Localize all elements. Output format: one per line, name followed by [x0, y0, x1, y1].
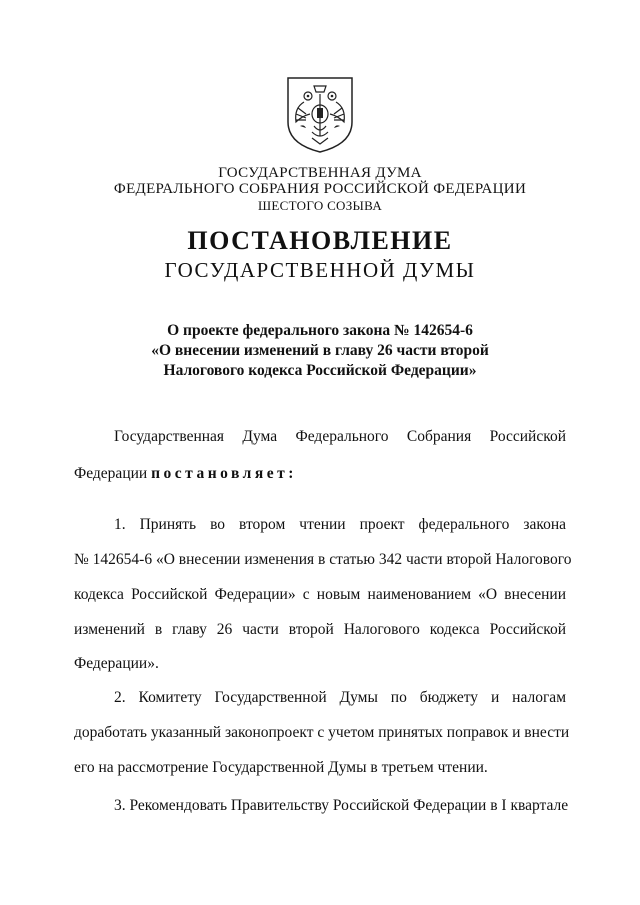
header-convocation: ШЕСТОГО СОЗЫВА — [257, 198, 383, 213]
document-subtitle: ГОСУДАРСТВЕННОЙ ДУМЫ — [164, 258, 476, 282]
point-1-line-3: кодекса Российской Федерации» с новым наименованием «О внесении — [74, 586, 566, 603]
preamble-resolves: постановляет: — [151, 465, 297, 482]
header-federal-assembly: ФЕДЕРАЛЬНОГО СОБРАНИЯ РОССИЙСКОЙ ФЕДЕРАЦИИ — [113, 181, 527, 197]
point-1-line-5: Федерации». — [74, 655, 159, 672]
header-duma: ГОСУДАРСТВЕННАЯ ДУМА — [218, 165, 422, 181]
document-title: ПОСТАНОВЛЕНИЕ — [187, 226, 453, 255]
point-2-line-1: 2. Комитету Государственной Думы по бюджету и налогам — [114, 689, 566, 706]
point-3-line-1: 3. Рекомендовать Правительству Российской Федерации в I квартале — [114, 797, 569, 814]
point-1-line-1: 1. Принять во втором чтении проект федерального закона — [114, 516, 566, 533]
preamble-line-2 — [74, 465, 566, 483]
preamble-federation: Федерации — [74, 465, 152, 482]
subject-line-2: «О внесении изменений в главу 26 части второй — [151, 342, 489, 359]
double-headed-eagle-icon — [284, 74, 356, 154]
point-2-line-3: его на рассмотрение Государственной Думы в третьем чтении. — [74, 759, 488, 776]
point-1-line-4: изменений в главу 26 части второй Налогового кодекса Российской — [74, 621, 566, 638]
subject-line-3: Налогового кодекса Российской Федерации» — [163, 362, 477, 379]
point-2-line-2: доработать указанный законопроект с учетом принятых поправок и внести — [74, 724, 570, 741]
subject-line-1: О проекте федерального закона № 142654-6 — [167, 322, 473, 339]
preamble-line-1: Государственная Дума Федерального Собрания Российской — [114, 428, 566, 445]
point-1-line-2: № 142654-6 «О внесении изменения в статью 342 части второй Налогового — [74, 551, 572, 568]
